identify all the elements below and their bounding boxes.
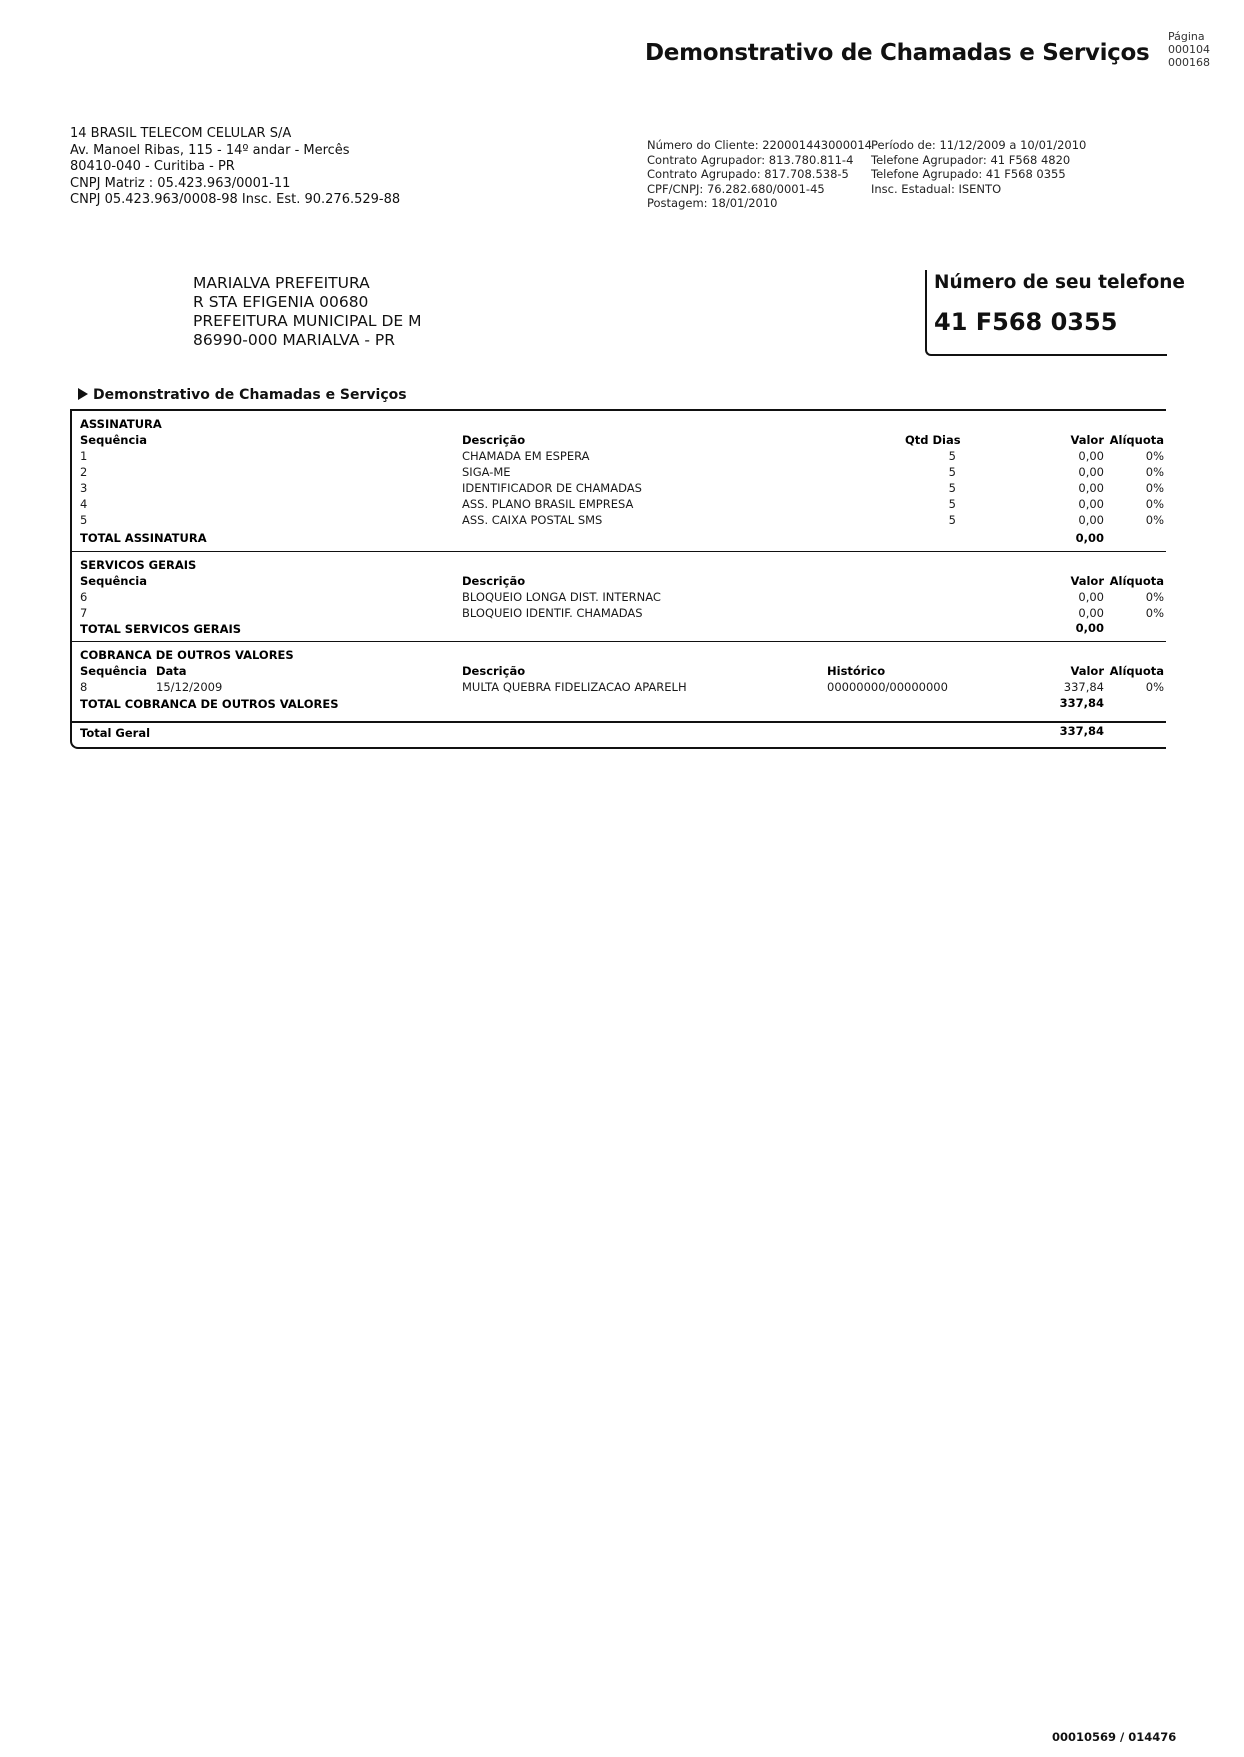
row-seq: 4: [80, 497, 88, 511]
contrato-agrupador: Contrato Agrupador: 813.780.811-4: [647, 152, 854, 167]
assinatura-header-seq: Sequência: [80, 433, 148, 447]
recipient-street: R STA EFIGENIA 00680: [193, 293, 369, 311]
row-desc: BLOQUEIO IDENTIF. CHAMADAS: [462, 606, 643, 620]
cobranca-header-valor: Valor: [1070, 664, 1104, 678]
cobranca-total-value: 337,84: [1059, 696, 1104, 710]
row-valor: 0,00: [1078, 481, 1104, 495]
row-seq: 7: [80, 606, 88, 620]
section-divider: [72, 721, 1166, 723]
company-cnpj: CNPJ 05.423.963/0008-98 Insc. Est. 90.276.529-88: [70, 192, 401, 207]
cobranca-header-data: Data: [156, 664, 187, 678]
document-code: 00010569 / 014476: [1052, 1730, 1177, 1744]
phone-number-box: [925, 270, 1185, 356]
row-seq: 3: [80, 481, 88, 495]
row-desc: BLOQUEIO LONGA DIST. INTERNAC: [462, 590, 661, 604]
company-name: 14 BRASIL TELECOM CELULAR S/A: [70, 126, 292, 141]
assinatura-header-desc: Descrição: [462, 433, 526, 447]
assinatura-total-value: 0,00: [1075, 531, 1104, 545]
row-desc: CHAMADA EM ESPERA: [462, 449, 590, 463]
row-aliquota: 0%: [1145, 481, 1164, 495]
row-valor: 0,00: [1078, 449, 1104, 463]
cobranca-header-seq: Sequência: [80, 664, 148, 678]
cobranca-title: COBRANCA DE OUTROS VALORES: [80, 648, 294, 662]
servicos-header-seq: Sequência: [80, 574, 148, 588]
period-info: [871, 138, 1086, 196]
row-qtd: 5: [948, 481, 956, 495]
row-aliquota: 0%: [1145, 497, 1164, 511]
servicos-total-label: TOTAL SERVICOS GERAIS: [80, 622, 242, 636]
assinatura-header-qtd: Qtd Dias: [905, 433, 961, 447]
assinatura-header-aliquota: Alíquota: [1109, 433, 1164, 447]
phone-number: 41 F568 0355: [934, 308, 1118, 336]
row-qtd: 5: [948, 465, 956, 479]
row-qtd: 5: [948, 449, 956, 463]
row-valor: 0,00: [1078, 590, 1104, 604]
row-seq: 2: [80, 465, 88, 479]
assinatura-header-valor: Valor: [1070, 433, 1104, 447]
telefone-agrupador: Telefone Agrupador: 41 F568 4820: [871, 152, 1071, 167]
row-aliquota: 0%: [1145, 590, 1164, 604]
recipient-org: PREFEITURA MUNICIPAL DE M: [193, 312, 422, 330]
row-seq: 1: [80, 449, 88, 463]
section-divider: [72, 641, 1166, 642]
recipient-address: [193, 274, 422, 350]
page-total: 000168: [1168, 56, 1210, 69]
row-qtd: 5: [948, 513, 956, 527]
company-city: 80410-040 - Curitiba - PR: [70, 159, 235, 174]
page-label: Página: [1168, 30, 1205, 43]
cobranca-total-label: TOTAL COBRANCA DE OUTROS VALORES: [80, 697, 339, 711]
recipient-city: 86990-000 MARIALVA - PR: [193, 331, 396, 349]
section-divider: [72, 551, 1166, 552]
company-street: Av. Manoel Ribas, 115 - 14º andar - Mercês: [70, 142, 350, 158]
row-valor: 0,00: [1078, 497, 1104, 511]
assinatura-title: ASSINATURA: [80, 417, 162, 431]
phone-label: Número de seu telefone: [934, 272, 1185, 293]
company-address: [70, 126, 400, 209]
row-desc: IDENTIFICADOR DE CHAMADAS: [462, 481, 642, 495]
page-number: 000104: [1168, 43, 1210, 56]
client-number: Número do Cliente: 220001443000014: [647, 138, 872, 152]
row-seq: 6: [80, 590, 88, 604]
row-desc: MULTA QUEBRA FIDELIZACAO APARELH: [462, 680, 687, 694]
assinatura-total-label: TOTAL ASSINATURA: [80, 531, 207, 545]
row-data: 15/12/2009: [156, 680, 223, 694]
cpf-cnpj: CPF/CNPJ: 76.282.680/0001-45: [647, 181, 825, 196]
row-valor: 337,84: [1063, 680, 1104, 694]
recipient-name: MARIALVA PREFEITURA: [193, 274, 370, 292]
periodo: Período de: 11/12/2009 a 10/01/2010: [871, 138, 1087, 152]
servicos-header-valor: Valor: [1070, 574, 1104, 588]
row-aliquota: 0%: [1145, 606, 1164, 620]
row-desc: ASS. CAIXA POSTAL SMS: [462, 513, 603, 527]
row-valor: 0,00: [1078, 513, 1104, 527]
section-title: [78, 387, 407, 403]
row-qtd: 5: [948, 497, 956, 511]
page-title: Demonstrativo de Chamadas e Serviços: [645, 40, 1150, 66]
row-valor: 0,00: [1078, 465, 1104, 479]
cobranca-header-aliquota: Alíquota: [1109, 664, 1164, 678]
servicos-title: SERVICOS GERAIS: [80, 558, 197, 572]
cobranca-header-desc: Descrição: [462, 664, 526, 678]
row-seq: 8: [80, 680, 88, 694]
client-info: [647, 138, 872, 211]
row-aliquota: 0%: [1145, 513, 1164, 527]
row-aliquota: 0%: [1145, 449, 1164, 463]
postagem: Postagem: 18/01/2010: [647, 196, 778, 210]
contrato-agrupado: Contrato Agrupado: 817.708.538-5: [647, 167, 849, 181]
section-title-text: Demonstrativo de Chamadas e Serviços: [93, 387, 407, 403]
insc-estadual: Insc. Estadual: ISENTO: [871, 181, 1002, 196]
servicos-header-desc: Descrição: [462, 574, 526, 588]
row-valor: 0,00: [1078, 606, 1104, 620]
row-seq: 5: [80, 513, 88, 527]
telefone-agrupado: Telefone Agrupado: 41 F568 0355: [871, 167, 1066, 181]
page-indicator: [1168, 30, 1210, 69]
row-desc: SIGA-ME: [462, 465, 511, 479]
servicos-header-aliquota: Alíquota: [1109, 574, 1164, 588]
statement-table: [70, 409, 1166, 749]
triangle-arrow-icon: [78, 388, 88, 400]
servicos-total-value: 0,00: [1075, 621, 1104, 635]
row-hist: 00000000/00000000: [827, 680, 948, 694]
row-aliquota: 0%: [1145, 465, 1164, 479]
row-aliquota: 0%: [1145, 680, 1164, 694]
grand-total-label: Total Geral: [80, 726, 151, 740]
grand-total-value: 337,84: [1059, 724, 1104, 738]
company-cnpj-matriz: CNPJ Matriz : 05.423.963/0001-11: [70, 175, 291, 191]
cobranca-header-hist: Histórico: [827, 664, 886, 678]
row-desc: ASS. PLANO BRASIL EMPRESA: [462, 497, 634, 511]
